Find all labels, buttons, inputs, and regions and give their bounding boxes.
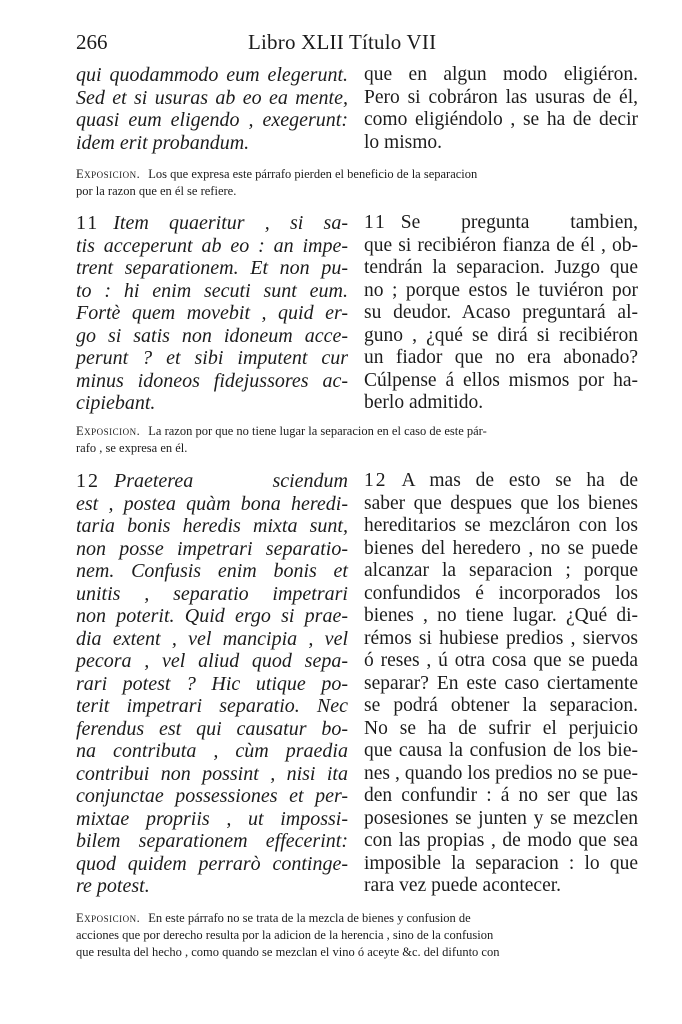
spanish-line: que en algun modo eligiéron. bbox=[364, 64, 638, 85]
spanish-line: con las propias , de modo que sea bbox=[364, 830, 638, 851]
latin-line: go si satis non idoneum acce- bbox=[76, 324, 348, 347]
spanish-line: que si recibiéron fianza de él , ob- bbox=[364, 234, 638, 256]
exposicion-label: Exposicion. bbox=[76, 911, 141, 925]
latin-line: qui quodammodo eum elegerunt. bbox=[76, 64, 348, 86]
latin-column-section-11 bbox=[76, 212, 348, 415]
latin-line: cipiebant. bbox=[76, 392, 156, 414]
exposicion-text: Los que expresa este párrafo pierden el beneficio de la separacion bbox=[148, 167, 478, 181]
spanish-line: tendrán la separacion. Juzgo que bbox=[364, 257, 638, 278]
latin-line: pecora , vel aliud quod sepa- bbox=[76, 650, 348, 672]
latin-line: rari potest ? Hic utique po- bbox=[76, 672, 348, 695]
latin-line: ferendus est qui causatur bo- bbox=[76, 717, 348, 740]
spanish-line: alcanzar la separacion ; porque bbox=[364, 560, 638, 581]
spanish-line: ó reses , ú otra cosa que se pueda bbox=[364, 650, 638, 671]
latin-line: terit impetrari separatio. Nec bbox=[76, 695, 348, 717]
spanish-line: Pero si cobráron las usuras de él, bbox=[364, 86, 638, 108]
spanish-line: No se ha de sufrir el perjuicio bbox=[364, 717, 638, 739]
spanish-line: A mas de esto se ha de bbox=[401, 470, 638, 491]
exposicion-text: La razon por que no tiene lugar la separacion en el caso de este pár- bbox=[148, 424, 487, 438]
spanish-line: no ; porque estos le tuviéron por bbox=[364, 279, 638, 301]
spanish-line: guno , ¿qué se dirá si recibiéron bbox=[364, 324, 638, 346]
exposicion-text: que resulta del hecho , como quando se mezclan el vino ó aceyte &c. del difunto con bbox=[76, 945, 500, 959]
latin-line: na contributa , cùm praedia bbox=[76, 740, 348, 762]
spanish-line: lo mismo. bbox=[364, 131, 443, 153]
latin-line: trent separationem. Et non pu- bbox=[76, 257, 348, 279]
latin-line: quod quidem perrarò continge- bbox=[76, 852, 348, 875]
latin-line: Item quaeritur , si sa- bbox=[113, 212, 348, 234]
exposicion-note-3 bbox=[76, 910, 638, 961]
exposicion-label: Exposicion. bbox=[76, 167, 141, 181]
spanish-line: separar? En este caso ciertamente bbox=[364, 672, 638, 694]
exposicion-note-2 bbox=[76, 423, 638, 457]
spanish-line: Se pregunta tambien, bbox=[400, 212, 638, 233]
latin-line: taria bonis heredis mixta sunt, bbox=[76, 515, 348, 537]
latin-line: to : hi enim secuti sunt eum. bbox=[76, 279, 348, 302]
page-number: 266 bbox=[76, 30, 108, 54]
spanish-line: que causa la confusion de los bie- bbox=[364, 740, 638, 761]
spanish-line: su deudor. Acaso preguntará al- bbox=[364, 302, 638, 323]
spanish-line: nes , quando los predios no se pue- bbox=[364, 762, 638, 784]
latin-column-top bbox=[76, 64, 348, 154]
spanish-line: se podrá obtener la separacion. bbox=[364, 695, 638, 716]
latin-line: minus idoneos fidejussores ac- bbox=[76, 369, 348, 392]
latin-line: re potest. bbox=[76, 875, 150, 897]
spanish-line: rara vez puede acontecer. bbox=[364, 875, 562, 896]
paragraph-number: 12 bbox=[364, 470, 388, 491]
latin-line: mixtae propriis , ut impossi- bbox=[76, 807, 348, 830]
latin-line: tis acceperunt ab eo : an impe- bbox=[76, 234, 348, 257]
exposicion-text: rafo , se expresa en él. bbox=[76, 441, 188, 455]
latin-line: unitis , separatio impetrari bbox=[76, 582, 348, 605]
spanish-line: berlo admitido. bbox=[364, 392, 484, 413]
paragraph-number: 12 bbox=[76, 470, 100, 492]
spanish-line: imposible la separacion : lo que bbox=[364, 852, 638, 874]
spanish-column-top bbox=[364, 64, 638, 154]
latin-line: Praeterea sciendum bbox=[114, 470, 348, 492]
paragraph-number: 11 bbox=[76, 212, 100, 234]
running-title: Libro XLII Título VII bbox=[248, 30, 437, 54]
latin-line: contribui non possint , nisi ita bbox=[76, 762, 348, 785]
latin-line: non poterit. Quid ergo si prae- bbox=[76, 605, 348, 627]
spanish-line: bienes , no tiene lugar. ¿Qué di- bbox=[364, 605, 638, 626]
spanish-line: rémos si hubiese predios , siervos bbox=[364, 627, 638, 649]
spanish-line: bienes del heredero , no se puede bbox=[364, 537, 638, 559]
latin-line: Sed et si usuras ab eo ea mente, bbox=[76, 86, 348, 109]
latin-line: perunt ? et sibi imputent cur bbox=[76, 347, 348, 369]
exposicion-text: En este párrafo no se trata de la mezcla de bienes y confusion de bbox=[148, 911, 471, 925]
spanish-line: confundidos é incorporados los bbox=[364, 582, 638, 604]
spanish-line: hereditarios se mezcláron con los bbox=[364, 515, 638, 536]
spanish-line: saber que despues que los bienes bbox=[364, 492, 638, 514]
exposicion-label: Exposicion. bbox=[76, 424, 141, 438]
paragraph-number: 11 bbox=[364, 212, 387, 233]
latin-line: quasi eum eligendo , exegerunt: bbox=[76, 109, 348, 131]
spanish-line: como eligiéndolo , se ha de decir bbox=[364, 109, 638, 130]
spanish-line: den confundir : á no ser que las bbox=[364, 785, 638, 806]
exposicion-text: por la razon que en él se refiere. bbox=[76, 184, 237, 198]
latin-line: nem. Confusis enim bonis et bbox=[76, 560, 348, 582]
page-header bbox=[76, 30, 636, 56]
spanish-line: un fiador que no era abonado? bbox=[364, 347, 638, 368]
latin-line: idem erit probandum. bbox=[76, 131, 250, 154]
latin-line: conjunctae possessiones et per- bbox=[76, 785, 348, 807]
exposicion-note-1 bbox=[76, 166, 638, 200]
latin-line: bilem separationem effecerint: bbox=[76, 830, 348, 852]
spanish-line: posesiones se junten y se mezclen bbox=[364, 807, 638, 829]
latin-column-section-12 bbox=[76, 470, 348, 898]
spanish-column-section-11 bbox=[364, 212, 638, 415]
spanish-line: Cúlpense á ellos mismos por ha- bbox=[364, 369, 638, 391]
latin-line: est , postea quàm bona heredi- bbox=[76, 492, 348, 515]
latin-line: dia extent , vel mancipia , vel bbox=[76, 627, 348, 650]
latin-line: non posse impetrari separatio- bbox=[76, 537, 348, 560]
latin-line: Fortè quem movebit , quid er- bbox=[76, 302, 348, 324]
exposicion-text: acciones que por derecho resulta por la adicion de la herencia , sino de la confusion bbox=[76, 928, 494, 942]
spanish-column-section-12 bbox=[364, 470, 638, 898]
